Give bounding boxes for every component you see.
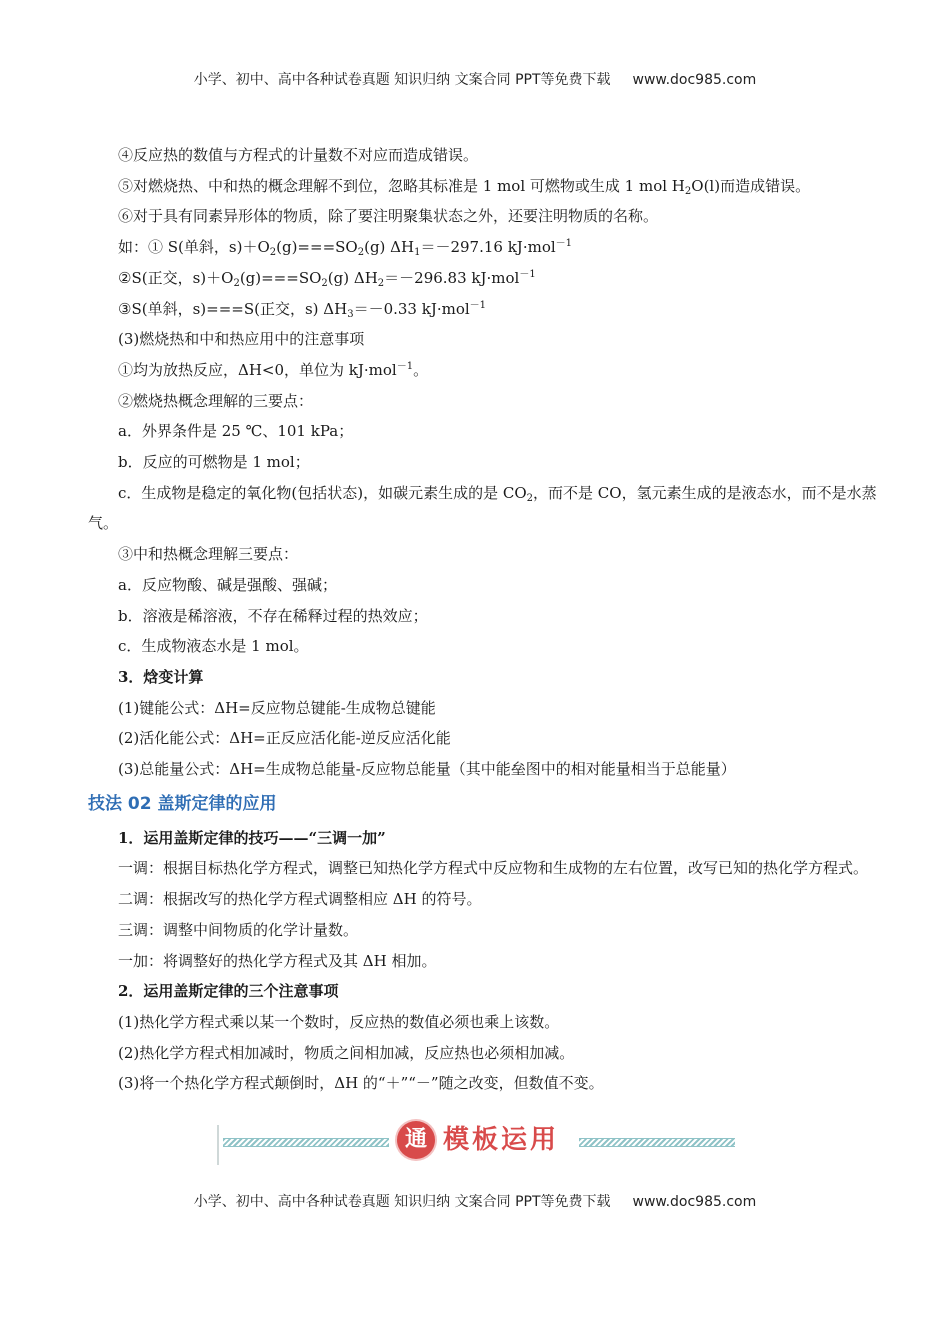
note-4: ④反应热的数值与方程式的计量数不对应而造成错误。 (118, 146, 479, 164)
rule-1: (1)热化学方程式乘以某一个数时，反应热的数值必须也乘上该数。 (118, 1012, 560, 1031)
equation-2 (88, 263, 878, 294)
part3-point-3a: a．反应物酸、碱是强酸、强碱； (118, 575, 337, 594)
part3-point-2c-text: c．生成物是稳定的氧化物(包括状态)，如碳元素生成的是 CO (118, 483, 527, 502)
part3-point-3c: c．生成物液态水是 1 mol。 (118, 637, 309, 656)
seal-icon: 通 (397, 1121, 435, 1159)
footer-url[interactable]: www.doc985.com (632, 1194, 757, 1210)
note-5-text: ⑤对燃烧热、中和热的概念理解不到位，忽略其标准是 1 mol 可燃物或生成 1 mol H (118, 176, 685, 195)
tip-step-3: 三调：调整中间物质的化学计量数。 (118, 920, 359, 939)
eq3-pre: ③S(单斜，s)===S(正交，s) ΔH (118, 299, 348, 318)
part3-point-1 (88, 355, 878, 386)
document-body (88, 140, 878, 1099)
superscript: －1 (555, 238, 573, 250)
page-header (0, 69, 950, 89)
rule-3: (3)将一个热化学方程式颠倒时，ΔH 的“＋”“－”随之改变，但数值不变。 (118, 1074, 604, 1093)
section-heading: 技法 02 盖斯定律的应用 (88, 793, 277, 814)
part3-point-2: ②燃烧热概念理解的三要点： (118, 391, 314, 410)
calc-formula-2: (2)活化能公式：ΔH=正反应活化能-逆反应活化能 (118, 729, 451, 748)
subscript: 2 (269, 247, 277, 259)
subscript: 2 (233, 277, 240, 289)
equation-1 (88, 232, 878, 263)
eq3-value: ＝－0.33 kJ·mol (353, 299, 470, 318)
banner-rule-left (223, 1138, 389, 1147)
header-url[interactable]: www.doc985.com (632, 72, 757, 88)
eq2-pre: ②S(正交，s)＋O (118, 268, 234, 287)
eq2-value: ＝－296.83 kJ·mol (384, 268, 520, 287)
eq2-mid: (g)===SO (239, 268, 322, 287)
tip-step-2: 二调：根据改写的热化学方程式调整相应 ΔH 的符号。 (118, 890, 482, 909)
part3-title: (3)燃烧热和中和热应用中的注意事项 (118, 330, 365, 349)
notes-title: 2．运用盖斯定律的三个注意事项 (118, 982, 339, 1001)
note-5-text-end: O(l)而造成错误。 (691, 176, 811, 195)
equation-3 (88, 294, 878, 325)
subscript: 2 (357, 247, 365, 259)
note-5 (88, 171, 878, 202)
note-6: ⑥对于具有同素异形体的物质，除了要注明聚集状态之外，还要注明物质的名称。 (118, 207, 659, 226)
part3-point-3: ③中和热概念理解三要点： (118, 545, 299, 564)
part3-point-2c (88, 478, 878, 539)
template-banner (217, 1115, 737, 1167)
tip-step-1: 一调：根据目标热化学方程式，调整已知热化学方程式中反应物和生成物的左右位置，改写已知的热化学方程式。 (118, 859, 869, 878)
subscript: 2 (526, 492, 534, 504)
eq1-mid: (g)===SO (276, 238, 358, 257)
eq1-value: ＝－297.16 kJ·mol (420, 238, 556, 257)
footer-text: 小学、初中、高中各种试卷真题 知识归纳 文案合同 PPT等免费下载 (193, 1194, 611, 1210)
subscript: 1 (414, 247, 421, 259)
tip-step-4: 一加：将调整好的热化学方程式及其 ΔH 相加。 (118, 951, 437, 970)
subscript: 2 (684, 185, 692, 197)
part3-point-2a: a．外界条件是 25 ℃、101 kPa； (118, 422, 354, 441)
banner-rule-right (579, 1138, 735, 1147)
superscript: －1 (469, 299, 487, 311)
superscript: －1 (396, 360, 414, 372)
part3-point-2c-end: ，而不是 CO，氢元素生成的是液态水，而不是水蒸气。 (88, 483, 877, 533)
banner-divider (217, 1125, 219, 1165)
calc-formula-1: (1)键能公式：ΔH=反应物总键能-生成物总键能 (118, 698, 436, 717)
banner-title: 模板运用 (443, 1125, 560, 1155)
subscript: 2 (321, 277, 328, 289)
page-footer (0, 1191, 950, 1211)
tips-title: 1．运用盖斯定律的技巧——“三调一加” (118, 828, 386, 847)
rule-2: (2)热化学方程式相加减时，物质之间相加减，反应热也必须相加减。 (118, 1043, 575, 1062)
part3-point-3b: b．溶液是稀溶液，不存在稀释过程的热效应； (118, 606, 428, 625)
calc-formula-3: (3)总能量公式：ΔH=生成物总能量-反应物总能量（其中能垒图中的相对能量相当于总能量） (118, 760, 736, 779)
calc-title: 3．焓变计算 (118, 667, 204, 686)
eq1-pre: 如：① S(单斜，s)＋O (118, 238, 270, 257)
subscript: 2 (377, 277, 385, 289)
part3-point-1-text: ①均为放热反应，ΔH<0，单位为 kJ·mol (118, 360, 397, 379)
part3-point-1-end: 。 (413, 360, 429, 379)
superscript: －1 (519, 268, 536, 280)
subscript: 3 (347, 308, 354, 320)
eq1-post: (g) ΔH (364, 238, 415, 257)
header-text: 小学、初中、高中各种试卷真题 知识归纳 文案合同 PPT等免费下载 (193, 72, 611, 88)
eq2-post: (g) ΔH (327, 268, 378, 287)
part3-point-2b: b．反应的可燃物是 1 mol； (118, 453, 310, 472)
